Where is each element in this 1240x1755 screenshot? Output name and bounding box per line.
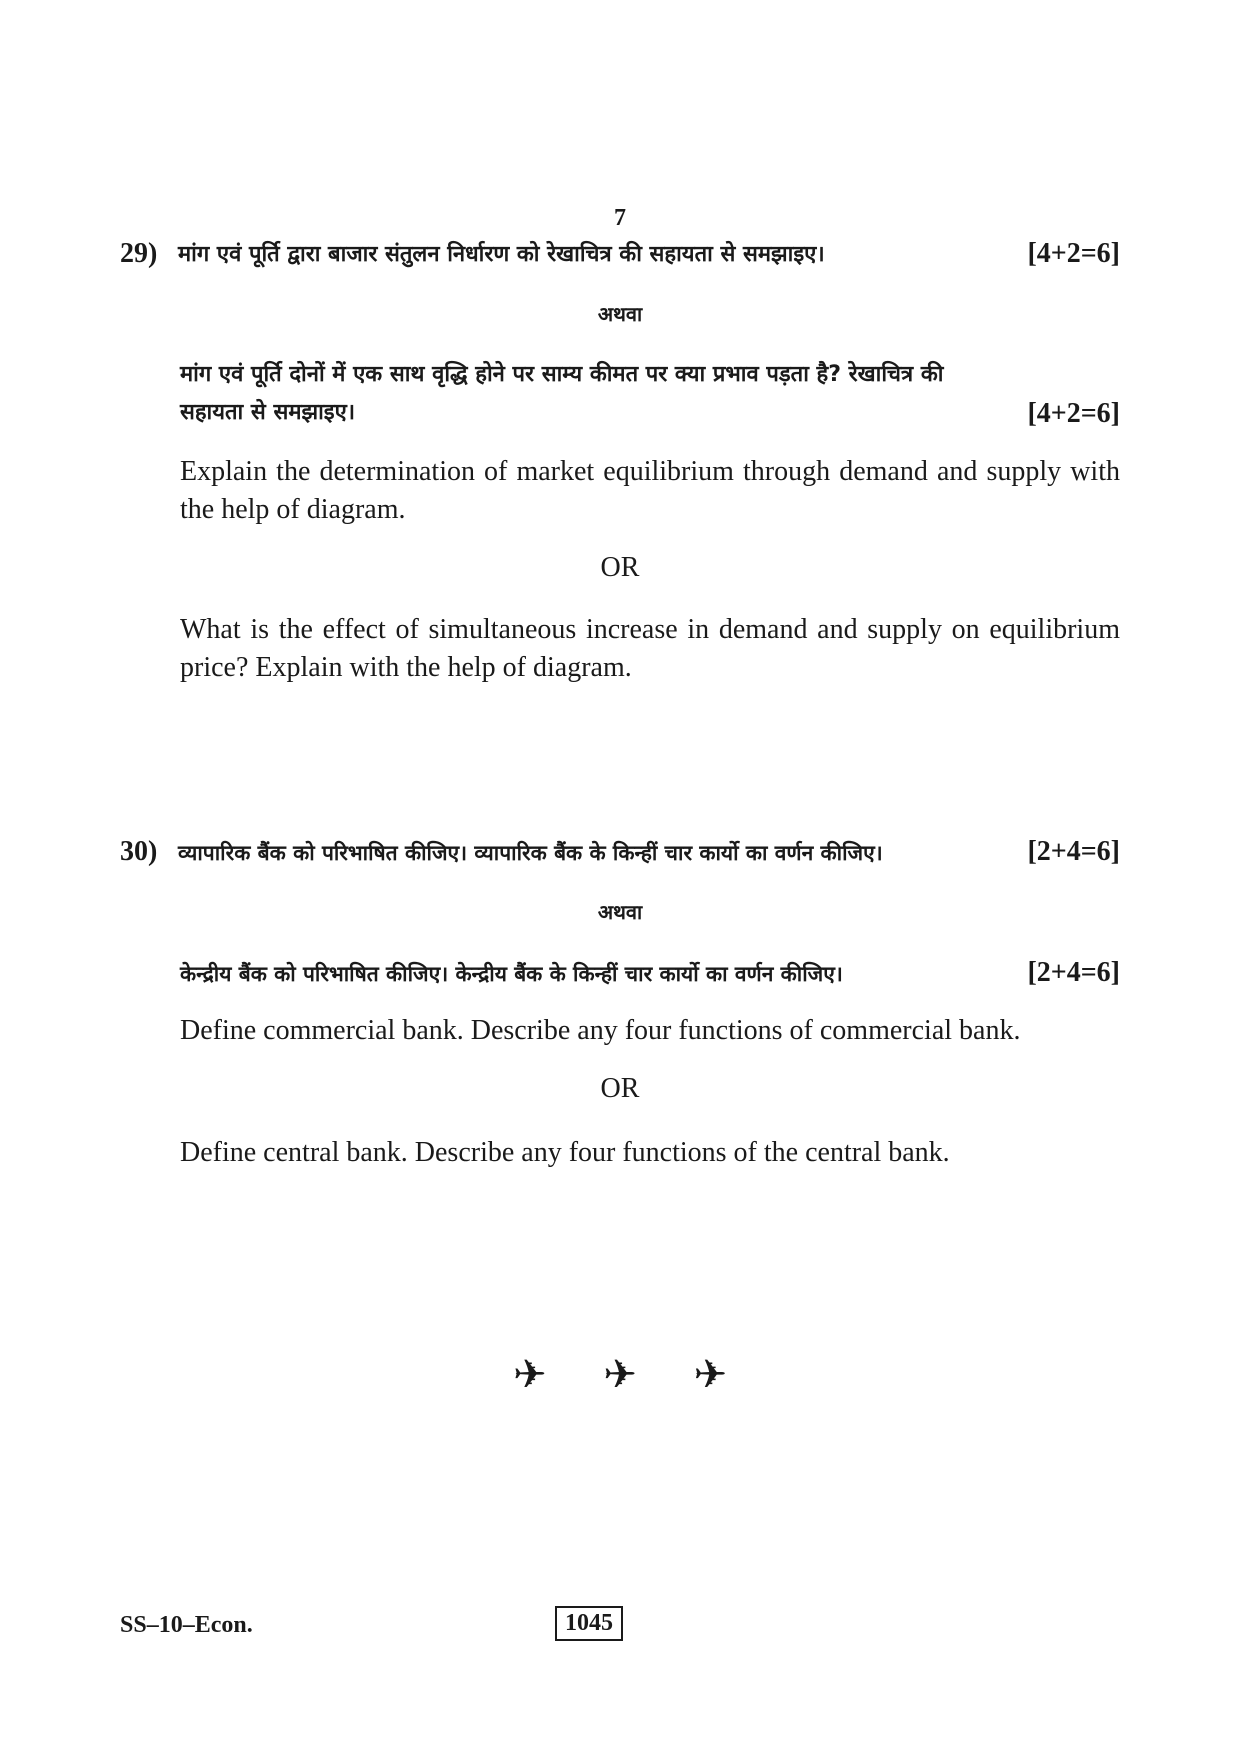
page-number: 7 [614, 205, 626, 231]
paper-serial-number: 1045 [555, 1606, 623, 1641]
english-or-label: OR [600, 552, 640, 583]
airplane-icon: ✈ [513, 1352, 547, 1398]
hindi-or-label: अथवा [597, 302, 643, 326]
question-english-alternative: Define central bank. Describe any four functions of the central bank. [180, 1137, 950, 1168]
question-english-alternative: What is the effect of simultaneous increase in demand and supply on equilibrium price? Explain with the help of diagram. [180, 614, 1120, 683]
english-or-label: OR [600, 1073, 640, 1104]
question-alt-marks: [2+4=6] [1027, 957, 1120, 988]
question-alt-marks: [4+2=6] [1027, 398, 1120, 429]
question-english: Define commercial bank. Describe any four functions of commercial bank. [180, 1015, 1021, 1046]
question-marks: [4+2=6] [1027, 238, 1120, 269]
question-number: 30) [120, 836, 158, 867]
question-hindi: मांग एवं पूर्ति द्वारा बाजार संतुलन निर्धारण को रेखाचित्र की सहायता से समझाइए। [178, 242, 825, 267]
end-of-paper-symbols [0, 1352, 1240, 1398]
question-english: Explain the determination of market equilibrium through demand and supply with the help of diagram. [180, 456, 1120, 525]
paper-code: SS–10–Econ. [120, 1612, 253, 1638]
hindi-alt-line1: मांग एवं पूर्ति दोनों में एक साथ वृद्धि होने पर साम्य कीमत पर क्या प्रभाव पड़ता है? रेखाचित्र की [180, 362, 944, 387]
hindi-alt-line2: सहायता से समझाइए। [180, 400, 356, 425]
airplane-icon: ✈ [603, 1352, 637, 1398]
question-marks: [2+4=6] [1027, 836, 1120, 867]
airplane-icon: ✈ [693, 1352, 727, 1398]
question-hindi-alternative [180, 356, 1120, 394]
question-number: 29) [120, 238, 158, 269]
hindi-or-label: अथवा [597, 900, 643, 924]
question-hindi-alternative: केन्द्रीय बैंक को परिभाषित कीजिए। केन्द्रीय बैंक के किन्हीं चार कार्यो का वर्णन कीजिए। [180, 962, 843, 986]
question-hindi: व्यापारिक बैंक को परिभाषित कीजिए। व्यापारिक बैंक के किन्हीं चार कार्यो का वर्णन कीजिए। [178, 841, 883, 865]
